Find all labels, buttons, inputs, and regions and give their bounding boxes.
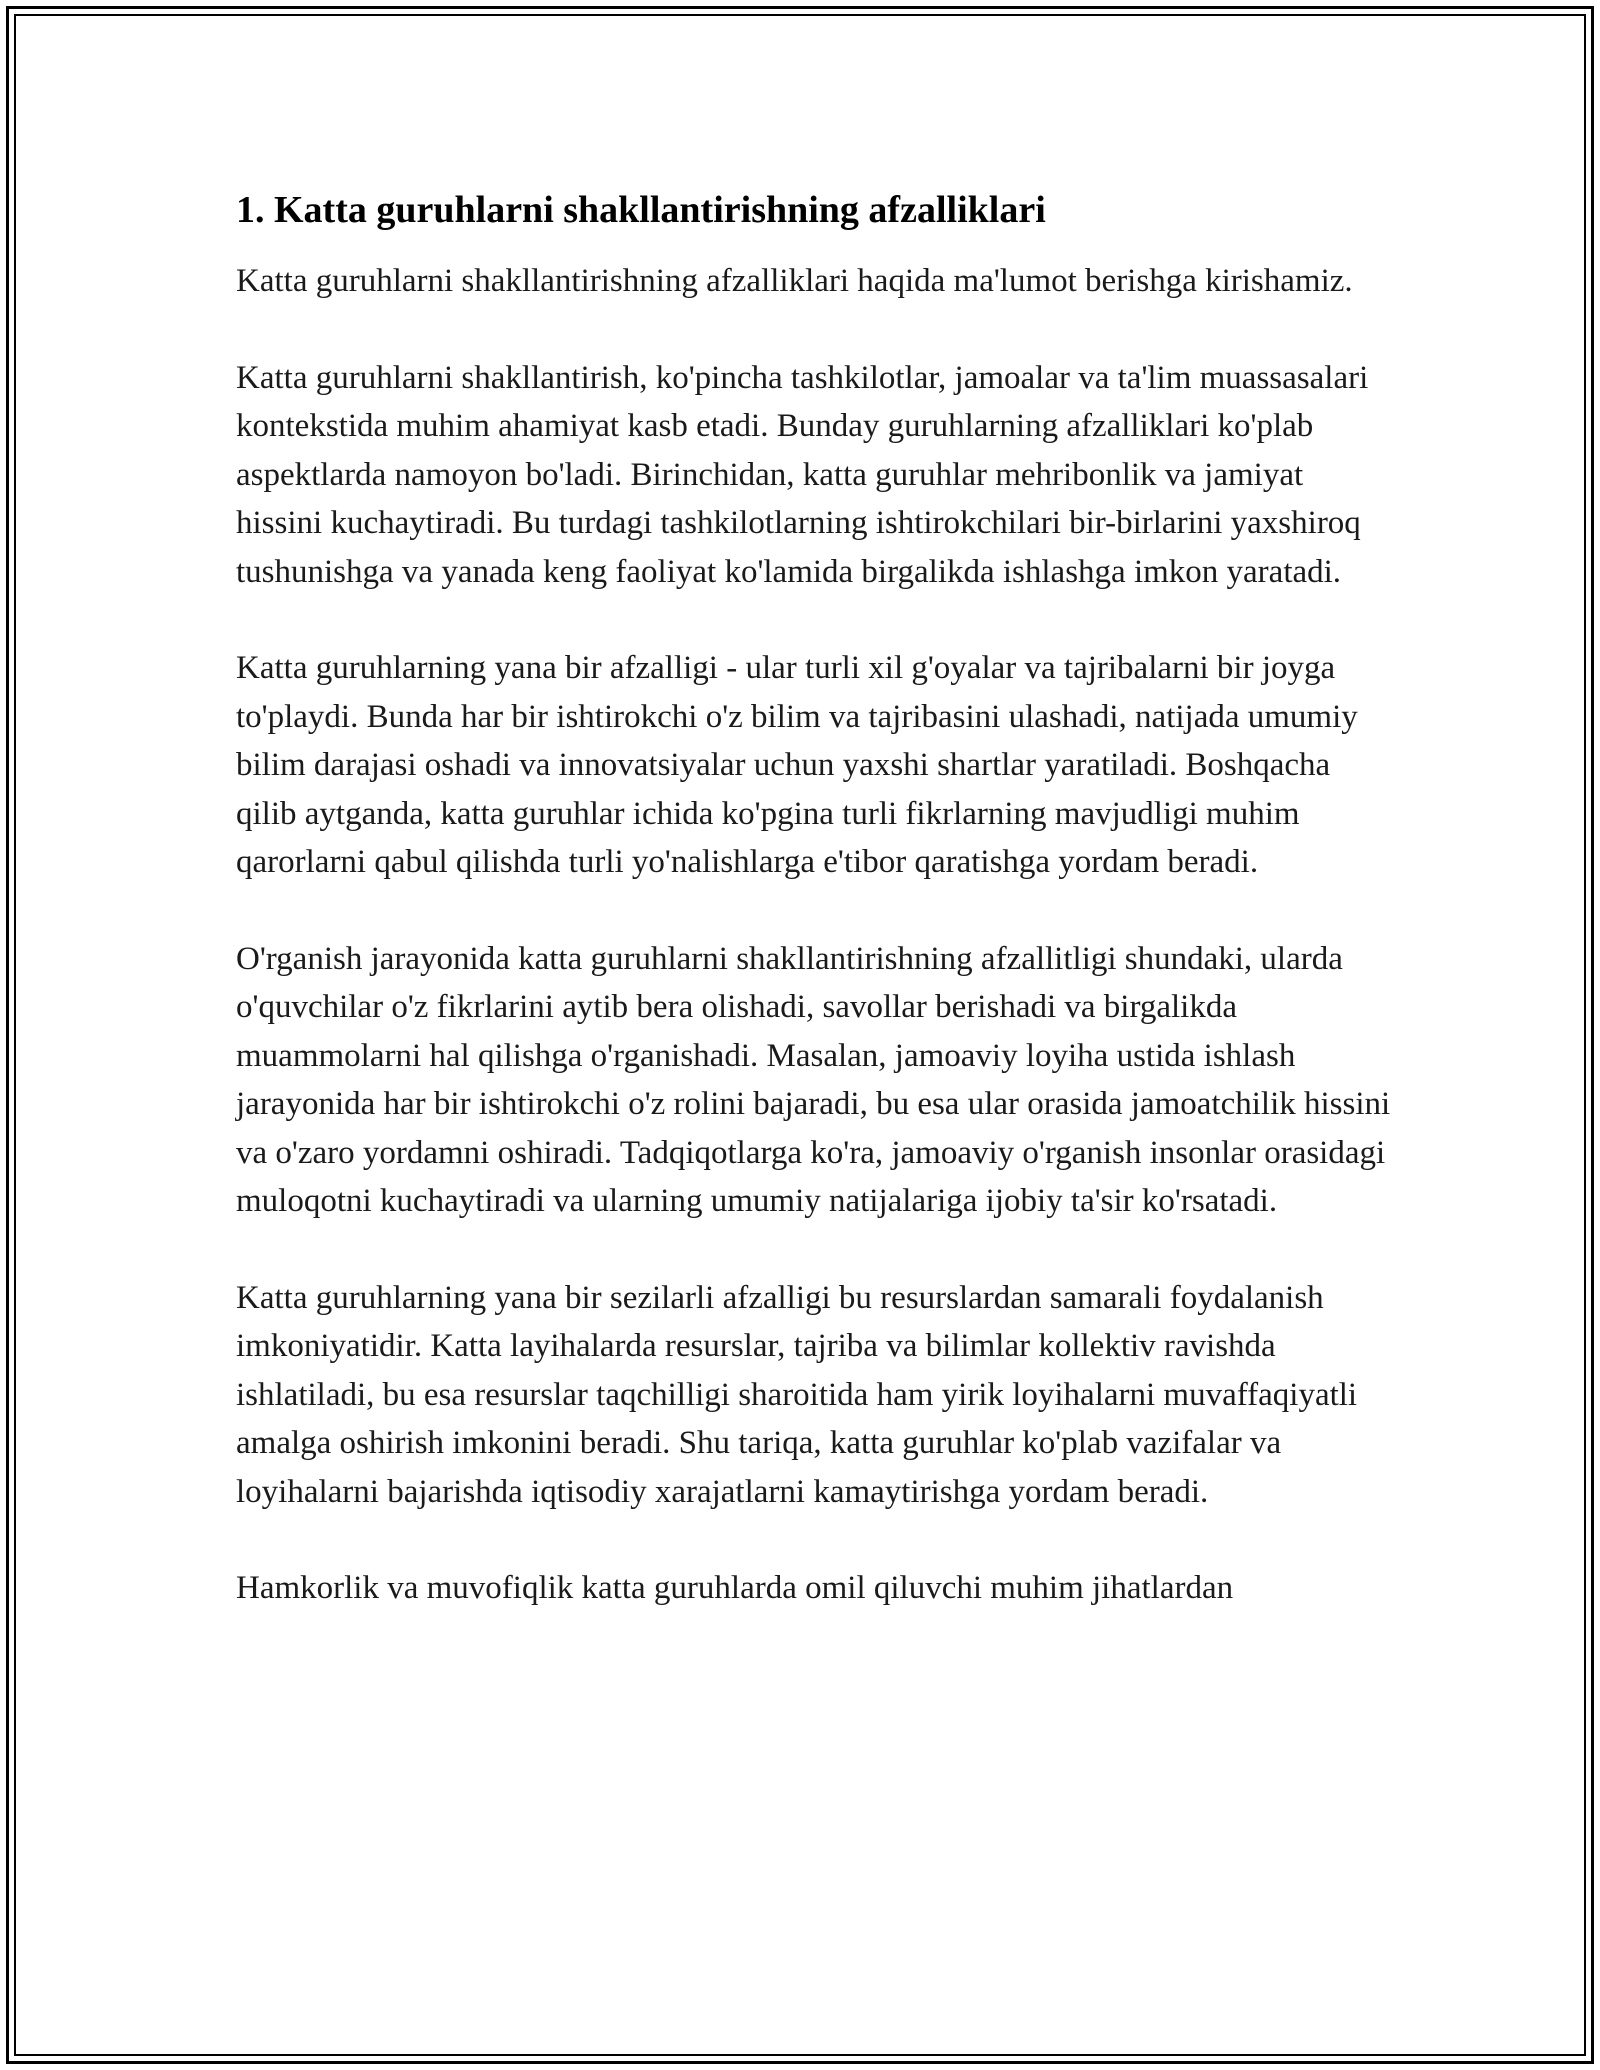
paragraph-2: Katta guruhlarni shakllantirish, ko'pincha tashkilotlar, jamoalar va ta'lim muassasalari kontekstida muhim ahamiyat kasb etadi. Bunday guruhlarning afzalliklari ko'plab aspektlarda namoyon bo'ladi. Birinchidan, katta guruhlar mehribonlik va jamiyat hissini kuchaytiradi. Bu turdagi tashkilotlarning ishtirokchilari bir-birlarini yaxshiroq tushunishga va yanada keng faoliyat ko'lamida birgalikda ishlashga imkon yaratadi.: [236, 359, 1369, 590]
paragraph-4: O'rganish jarayonida katta guruhlarni shakllantirishning afzallitligi shundaki, ularda o'quvchilar o'z fikrlarini aytib bera olishadi, savollar berishadi va birgalikda muammolarni hal qilishga o'rganishadi. Masalan, jamoaviy loyiha ustida ishlash jarayonida har bir ishtirokchi o'z rolini bajaradi, bu esa ular orasida jamoatchilik hissini va o'zaro yordamni oshiradi. Tadqiqotlarga ko'ra, jamoaviy o'rganish insonlar orasidagi muloqotni kuchaytiradi va ularning umumiy natijalariga ijobiy ta'sir ko'rsatadi.: [236, 940, 1391, 1220]
paragraph-3: Katta guruhlarning yana bir afzalligi - ular turli xil g'oyalar va tajribalarni bir joyga to'playdi. Bunda har bir ishtirokchi o'z bilim va tajribasini ulashadi, natijada umumiy bilim darajasi oshadi va innovatsiyalar uchun yaxshi shartlar yaratiladi. Boshqacha qilib aytganda, katta guruhlar ichida ko'pgina turli fikrlarning mavjudligi muhim qarorlarni qabul qilishda turli yo'nalishlarga e'tibor qaratishga yordam beradi.: [236, 650, 1358, 881]
paragraph-6: Hamkorlik va muvofiqlik katta guruhlarda omil qiluvchi muhim jihatlardan: [236, 1570, 1234, 1607]
document-body: [236, 186, 1396, 1661]
paragraph-1: Katta guruhlarni shakllantirishning afzalliklari haqida ma'lumot berishga kirishamiz.: [236, 263, 1353, 300]
paragraph-5: Katta guruhlarning yana bir sezilarli afzalligi bu resurslardan samarali foydalanish imkoniyatidir. Katta layihalarda resurslar, tajriba va bilimlar kollektiv ravishda ishlatiladi, bu esa resurslar taqchilligi sharoitida ham yirik loyihalarni muvaffaqiyatli amalga oshirish imkonini beradi. Shu tariqa, katta guruhlar ko'plab vazifalar va loyihalarni bajarishda iqtisodiy xarajatlarni kamaytirishga yordam beradi.: [236, 1279, 1358, 1510]
section-heading: 1. Katta guruhlarni shakllantirishning afzalliklari: [236, 189, 1046, 231]
